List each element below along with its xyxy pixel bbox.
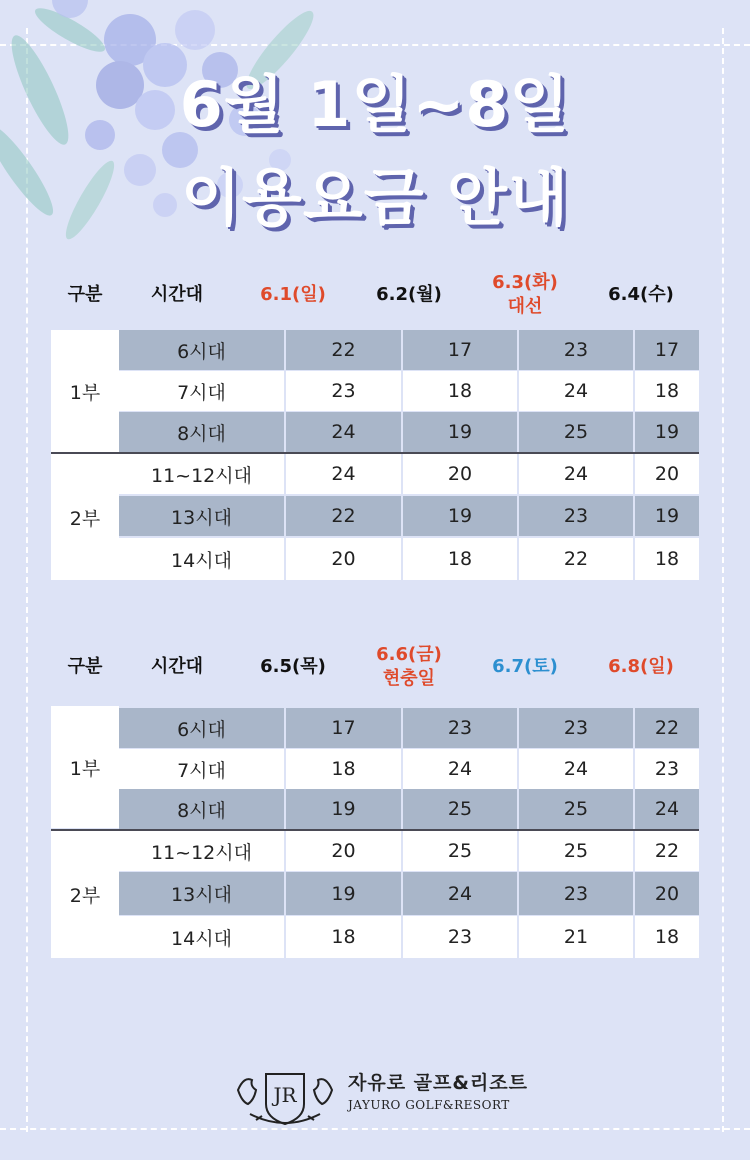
crest-icon: [230, 1062, 340, 1128]
price-cell: 19: [286, 872, 401, 915]
header-day: [467, 260, 583, 330]
price-cell: 23: [519, 330, 633, 370]
time-cell: 7시대: [119, 749, 284, 789]
table-row: [51, 538, 699, 580]
price-cell: 22: [635, 708, 699, 748]
price-cell: 24: [519, 371, 633, 411]
header-time: 시간대: [150, 656, 204, 677]
price-cell: 18: [635, 538, 699, 580]
page-title-line2: 이용요금 안내: [181, 161, 569, 234]
table-header: [51, 260, 699, 330]
table-row: [51, 371, 699, 411]
price-cell: 17: [286, 708, 401, 748]
price-cell: 24: [519, 454, 633, 494]
table-row: [51, 872, 699, 915]
header-day: [583, 632, 699, 702]
header-day: [467, 632, 583, 702]
table-row: [51, 831, 699, 871]
price-cell: 19: [403, 412, 517, 452]
time-cell: 14시대: [119, 538, 284, 580]
day-label: 6.5(목): [260, 656, 326, 677]
header-day: [235, 260, 351, 330]
day-label: 6.4(수): [608, 284, 674, 305]
price-cell: 18: [403, 538, 517, 580]
price-cell: 19: [635, 496, 699, 536]
day-label: 6.6(금): [376, 644, 442, 665]
time-cell: 14시대: [119, 916, 284, 958]
time-cell: 11~12시대: [119, 831, 284, 871]
header-day: [351, 260, 467, 330]
header-day: [583, 260, 699, 330]
page-title-line1: 6월 1일~8일: [179, 68, 571, 141]
price-table-2: [51, 632, 699, 958]
price-cell: 22: [635, 831, 699, 871]
price-cell: 23: [519, 708, 633, 748]
header-day: [351, 632, 467, 702]
time-cell: 6시대: [119, 330, 284, 370]
price-cell: 25: [519, 412, 633, 452]
group-label: 1부: [51, 330, 119, 452]
table-row: [51, 789, 699, 829]
price-cell: 24: [519, 749, 633, 789]
price-cell: 24: [403, 749, 517, 789]
group-label: 2부: [51, 830, 119, 958]
price-cell: 23: [635, 749, 699, 789]
price-cell: 25: [403, 831, 517, 871]
header-group: 구분: [67, 284, 103, 305]
time-cell: 8시대: [119, 412, 284, 452]
price-cell: 23: [519, 872, 633, 915]
price-cell: 22: [286, 496, 401, 536]
table-row: [51, 330, 699, 370]
brand-name-ko: 자유로 골프&리조트: [348, 1072, 529, 1094]
day-label: 6.2(월): [376, 284, 442, 305]
header-day: [235, 632, 351, 702]
price-cell: 20: [635, 454, 699, 494]
time-cell: 7시대: [119, 371, 284, 411]
wisteria-flower-illustration: [0, 0, 440, 290]
day-label: 6.1(일): [260, 284, 326, 305]
day-label: 6.3(화): [492, 272, 558, 293]
brand-logo: [230, 1062, 530, 1128]
price-cell: 24: [403, 872, 517, 915]
day-label: 6.8(일): [608, 656, 674, 677]
price-cell: 20: [286, 831, 401, 871]
logo-monogram: JR: [273, 1083, 297, 1107]
price-cell: 20: [403, 454, 517, 494]
price-cell: 22: [519, 538, 633, 580]
price-cell: 24: [286, 454, 401, 494]
time-cell: 13시대: [119, 872, 284, 915]
price-cell: 25: [519, 789, 633, 829]
dashed-divider-bottom: [0, 1128, 750, 1130]
time-cell: 11~12시대: [119, 454, 284, 494]
price-cell: 19: [635, 412, 699, 452]
price-cell: 18: [403, 371, 517, 411]
price-cell: 21: [519, 916, 633, 958]
brand-name-en: JAYURO GOLF&RESORT: [348, 1098, 510, 1112]
price-cell: 23: [403, 708, 517, 748]
price-cell: 18: [286, 749, 401, 789]
price-cell: 18: [286, 916, 401, 958]
time-cell: 8시대: [119, 789, 284, 829]
price-cell: 19: [286, 789, 401, 829]
table-row: [51, 496, 699, 536]
price-cell: 20: [635, 872, 699, 915]
table-row: [51, 916, 699, 958]
price-cell: 17: [403, 330, 517, 370]
price-cell: 17: [635, 330, 699, 370]
table-row: [51, 454, 699, 494]
group-label: 1부: [51, 706, 119, 828]
time-cell: 6시대: [119, 708, 284, 748]
price-cell: 24: [286, 412, 401, 452]
price-cell: 25: [519, 831, 633, 871]
price-cell: 23: [403, 916, 517, 958]
price-cell: 24: [635, 789, 699, 829]
price-cell: 20: [286, 538, 401, 580]
price-cell: 18: [635, 371, 699, 411]
price-cell: 22: [286, 330, 401, 370]
price-cell: 18: [635, 916, 699, 958]
price-cell: 23: [286, 371, 401, 411]
day-sublabel: 대선: [507, 296, 543, 317]
table-header: [51, 632, 699, 702]
table-row: [51, 749, 699, 789]
group-label: 2부: [51, 454, 119, 580]
table-row: [51, 412, 699, 452]
price-cell: 19: [403, 496, 517, 536]
day-label: 6.7(토): [492, 656, 558, 677]
header-time: 시간대: [150, 284, 204, 305]
day-sublabel: 현충일: [382, 668, 436, 689]
time-cell: 13시대: [119, 496, 284, 536]
price-table-1: [51, 260, 699, 580]
header-group: 구분: [67, 656, 103, 677]
table-row: [51, 708, 699, 748]
price-cell: 25: [403, 789, 517, 829]
price-cell: 23: [519, 496, 633, 536]
